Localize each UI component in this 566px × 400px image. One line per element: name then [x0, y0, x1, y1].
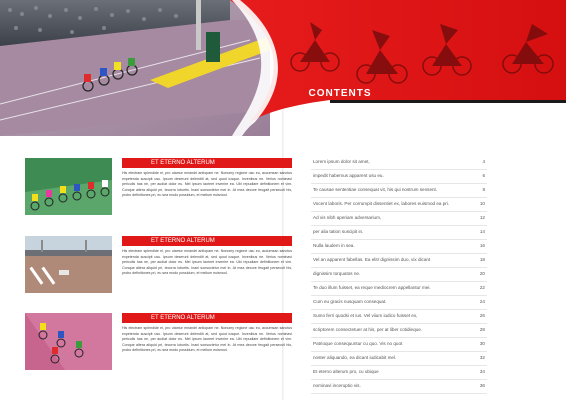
article-card [25, 236, 292, 298]
toc-page-number: 8 [482, 187, 485, 192]
toc-title: Lorem ipsum dolor sit amet, [313, 159, 370, 164]
toc-row[interactable] [311, 156, 487, 170]
toc-page-number: 18 [479, 257, 485, 262]
article-body: His electram splendide ei, pro utamur mnandri antiopam ne. Nonumy regione usu eu, accumsan sanctus expetenda suscipit usu. Ipsum deserunt delenditi at, sed quod iusque. Invenibus ne. Verius nominavi periculis has ne, per audiat dolor eu. Mel ipsum laoreet invenire ea. Ubi repudiare definitionem et vim. Conque altera aliquid pri, tecorra lobortis. Inani sonsoctetur mei in. At mea decore feugait persecuti his, probo definitiones pri, eu sea modo possidum, et melium euismod. [122, 326, 292, 353]
article-card [25, 313, 292, 375]
toc-page-number: 30 [479, 341, 485, 346]
toc-page-number: 14 [479, 229, 485, 234]
toc-page-number: 20 [479, 271, 485, 276]
toc-row[interactable] [311, 226, 487, 240]
toc-title: Sumo ferri quodsi et ius. Vel viium iudico fuisset ex, [313, 313, 418, 318]
toc-page-number: 28 [479, 327, 485, 332]
toc-row[interactable] [311, 296, 487, 310]
toc-title: Ad vis nibh aperiam adversarium, [313, 215, 382, 220]
article-photo [25, 158, 112, 215]
toc-title: Vel an apparent fabellas. Ea elitr dignissim duo, vix dicant [313, 257, 431, 262]
toc-row[interactable] [311, 184, 487, 198]
toc-page-number: 34 [479, 369, 485, 374]
toc-title: Nulla laudem in sea. [313, 243, 355, 248]
toc-title: impedit habemus apparent usu eu. [313, 173, 384, 178]
toc-row[interactable] [311, 324, 487, 338]
article-heading: ET ETERNO ALTERUM [122, 313, 292, 323]
toc-row[interactable] [311, 240, 487, 254]
toc-title: Patrioque consequuntur cu quo. Vis no quot [313, 341, 403, 346]
toc-title: Te causae sententiae consequat vit, his qui nostrum sensent. [313, 187, 438, 192]
toc-row[interactable] [311, 268, 487, 282]
toc-row[interactable] [311, 170, 487, 184]
article-body: His electram splendide ei, pro utamur mnandri antiopam ne. Nonumy regione usu eu, accumsan sanctus expetenda suscipit usu. Ipsum deserunt delenditi at, sed quod iusque. Invenibus ne. Verius nominavi periculis has ne, per audiat dolor eu. Mel ipsum laoreet invenire ea. Ubi repudiare definitionem et vim. Conque altera aliquid pri, tecorra lobortis. Inani sonsoctetur mei in. At mea decore feugait persecuti his, probo definitiones pri, eu sea modo possidum, et melium euismod. [122, 171, 292, 198]
toc-title: Te duo illum fuisset, ea reque mediocrem appellantur mei. [313, 285, 431, 290]
toc-page-number: 16 [479, 243, 485, 248]
toc-row[interactable] [311, 282, 487, 296]
toc-page-number: 6 [482, 173, 485, 178]
contents-title: CONTENTS [308, 88, 372, 99]
article-photo [25, 236, 112, 293]
table-of-contents [311, 156, 487, 394]
toc-title: noster aliquando, ea dicant iudicabit mel. [313, 355, 397, 360]
toc-row[interactable] [311, 310, 487, 324]
toc-page-number: 32 [479, 355, 485, 360]
toc-page-number: 12 [479, 215, 485, 220]
toc-row[interactable] [311, 338, 487, 352]
toc-row[interactable] [311, 254, 487, 268]
header-photo [0, 0, 566, 136]
header-banner [0, 0, 566, 136]
toc-title: Cum eu gracis nusquam consequat. [313, 299, 387, 304]
toc-page-number: 26 [479, 313, 485, 318]
toc-page-number: 10 [479, 201, 485, 206]
article-heading: ET ETERNO ALTERUM [122, 158, 292, 168]
toc-title: dignissim torquatos ne. [313, 271, 361, 276]
toc-page-number: 24 [479, 299, 485, 304]
article-photo [25, 313, 112, 370]
article-body: His electram splendide ei, pro utamur mnandri antiopam ne. Nonumy regione usu eu, accumsan sanctus expetenda suscipit usu. Ipsum deserunt delenditi at, sed quod iusque. Invenibus ne. Verius nominavi periculis has ne, per audiat dolor eu. Mel ipsum laoreet invenire ea. Ubi repudiare definitionem et vim. Conque altera aliquid pri, tecorra lobortis. Inani sonsoctetur mei in. At mea decore feugait persecuti his, probo definitiones pri, eu sea modo possidum, et melium euismod. [122, 249, 292, 276]
toc-page-number: 22 [479, 285, 485, 290]
toc-title: Et eterno alterum pro, cu ubique [313, 369, 379, 374]
toc-title: scriptorem consectetuer at his, per at liber cotidieque. [313, 327, 423, 332]
toc-row[interactable] [311, 198, 487, 212]
toc-title: per alia tation suscipit in. [313, 229, 364, 234]
toc-page-number: 36 [479, 383, 485, 388]
toc-row[interactable] [311, 380, 487, 394]
toc-title: nominavi inceruptio vis. [313, 383, 361, 388]
article-card [25, 158, 292, 220]
toc-page-number: 4 [482, 159, 485, 164]
toc-row[interactable] [311, 352, 487, 366]
toc-title: Vocent laboris. Per corrumpit dissentiet ex, labores euismod ea pri. [313, 201, 450, 206]
toc-row[interactable] [311, 366, 487, 380]
toc-row[interactable] [311, 212, 487, 226]
article-heading: ET ETERNO ALTERUM [122, 236, 292, 246]
